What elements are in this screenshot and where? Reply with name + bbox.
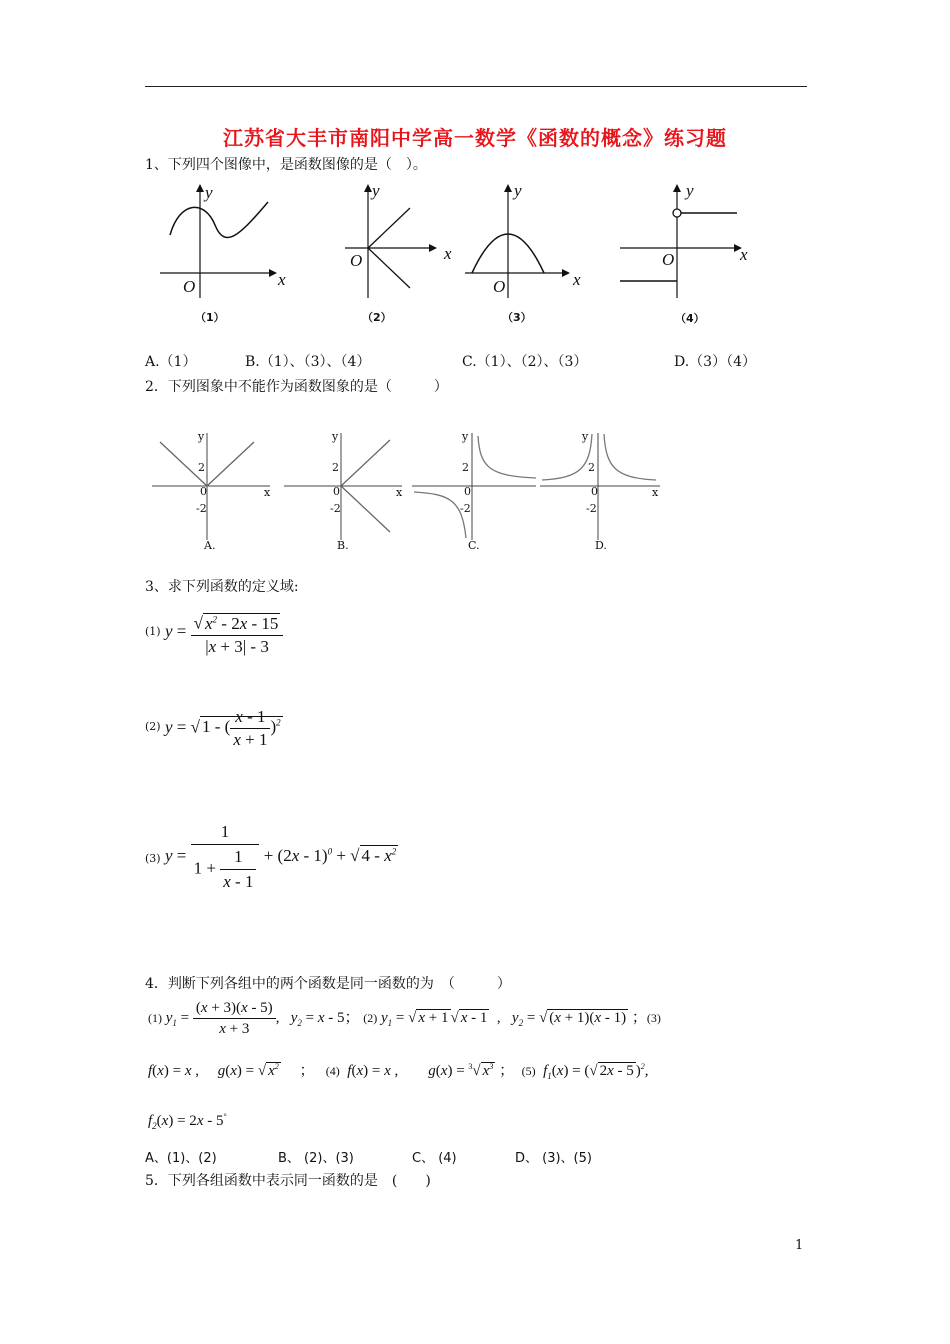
q1-graph-label-1: （1） xyxy=(195,311,225,324)
q1-g4-x-label: x xyxy=(740,245,748,264)
q1-option-b: B.（1）、（3）、（4） xyxy=(245,354,371,370)
q2-graph-a xyxy=(150,428,275,553)
question-3: 3、求下列函数的定义域: xyxy=(145,579,299,595)
q4-f2: $f_2(x) = 2x - 5^\circ$ xyxy=(148,1112,227,1131)
question-5: 5．下列各组函数中表示同一函数的是 ( ) xyxy=(145,1173,431,1189)
q1-g1-x-label: x xyxy=(278,270,286,289)
q2-a-tick-bottom: -2 xyxy=(196,502,207,515)
q2-d-y: y xyxy=(582,430,589,443)
q2-b-y: y xyxy=(332,430,339,443)
q2-b-origin: 0 xyxy=(333,485,340,498)
q2-graph-label-d: D. xyxy=(595,539,607,552)
q1-option-a: A.（1） xyxy=(145,354,197,370)
q4-option-c: C、 (4) xyxy=(412,1151,457,1166)
q4-option-a: A、(1)、(2) xyxy=(145,1151,217,1166)
q1-g2-origin: O xyxy=(350,251,363,270)
q3-formula-2: y = √ 1 - ( $\frac{x - 1}{x + 1}$ )$^2$ xyxy=(165,707,281,749)
q2-graph-d xyxy=(538,428,663,553)
q4-group-1-2: (1) $y_1$ = $\frac{(x + 3)(x - 5)}{x + 3}$ , $y_2 = x - 5$； (2) $y_1$ = √ x + 1 √ x - 1 , $y_2$ = √ (x + 1)(x - 1) ；(3) xyxy=(148,1000,661,1037)
q2-c-origin: 0 xyxy=(464,485,471,498)
q2-a-origin: 0 xyxy=(200,485,207,498)
q4-group-3-5: f(x) = x , g(x) = √ $x^2$ ； (4) f(x) = x , g(x) = $^3$√ $x^3$ ； (5) $f_1(x)$ = (√ 2x - 5 )$^2$, xyxy=(148,1062,649,1081)
q1-graph-4 xyxy=(615,180,755,300)
question-4: 4．判断下列各组中的两个函数是同一函数的为 （ ） xyxy=(145,976,511,992)
q1-g3-x-label: x xyxy=(573,270,581,289)
page-number: 1 xyxy=(795,1238,804,1253)
q2-c-y: y xyxy=(462,430,469,443)
q2-b-tick-top: 2 xyxy=(332,461,339,474)
q1-graph-2 xyxy=(340,180,450,300)
q1-g3-y-label: y xyxy=(514,181,522,200)
q2-a-x: x xyxy=(264,486,271,499)
q1-g2-x-label: x xyxy=(444,244,452,263)
q2-b-tick-bottom: -2 xyxy=(330,502,341,515)
q3-part-3-label: (3) xyxy=(145,852,161,865)
q2-graph-label-a: A. xyxy=(204,539,216,552)
q1-graph-label-2: （2） xyxy=(362,311,392,324)
q1-graph-1 xyxy=(155,180,290,300)
q2-d-x: x xyxy=(652,486,659,499)
q2-d-tick-top: 2 xyxy=(588,461,595,474)
q2-graph-c xyxy=(410,428,540,553)
q1-option-c: C.（1）、（2）、（3） xyxy=(462,354,588,370)
q1-g4-y-label: y xyxy=(686,181,694,200)
header-rule xyxy=(145,86,807,87)
q1-g1-origin: O xyxy=(183,277,196,296)
q2-graph-label-b: B. xyxy=(337,539,349,552)
q3-part-2-label: (2) xyxy=(145,720,161,733)
q2-c-tick-top: 2 xyxy=(462,461,469,474)
q3-part-1-label: (1) xyxy=(145,625,161,638)
q1-g3-origin: O xyxy=(493,277,506,296)
q2-graph-b xyxy=(282,428,407,553)
q2-b-x: x xyxy=(396,486,403,499)
question-1: 1、下列四个图像中，是函数图像的是（ ）。 xyxy=(145,157,427,173)
page-title: 江苏省大丰市南阳中学高一数学《函数的概念》练习题 xyxy=(223,126,727,150)
q1-graph-label-3: （3） xyxy=(502,311,532,324)
q2-c-tick-bottom: -2 xyxy=(460,502,471,515)
q2-a-y: y xyxy=(198,430,205,443)
q2-a-tick-top: 2 xyxy=(198,461,205,474)
question-2: 2．下列图象中不能作为函数图象的是（ ） xyxy=(145,379,448,395)
q2-graph-label-c: C. xyxy=(468,539,480,552)
q2-d-tick-bottom: -2 xyxy=(586,502,597,515)
q4-option-b: B、 (2)、(3) xyxy=(278,1151,354,1166)
q1-g2-y-label: y xyxy=(372,181,380,200)
q2-d-origin: 0 xyxy=(591,485,598,498)
q3-formula-3: y = 1 1 + $\frac{1}{x - 1}$ + (2x - 1)$^0$ + √ $4 - x^2$ xyxy=(165,822,397,891)
q4-option-d: D、 (3)、(5) xyxy=(515,1151,592,1166)
q3-formula-1: y = $\frac{√ x^2 - 2x - 15}{|x + 3| - 3}$ xyxy=(165,608,283,658)
q1-option-d: D.（3）（4） xyxy=(674,354,756,370)
q1-graph-label-4: （4） xyxy=(675,312,705,325)
q1-g1-y-label: y xyxy=(205,183,213,202)
q1-g4-origin: O xyxy=(662,250,675,269)
